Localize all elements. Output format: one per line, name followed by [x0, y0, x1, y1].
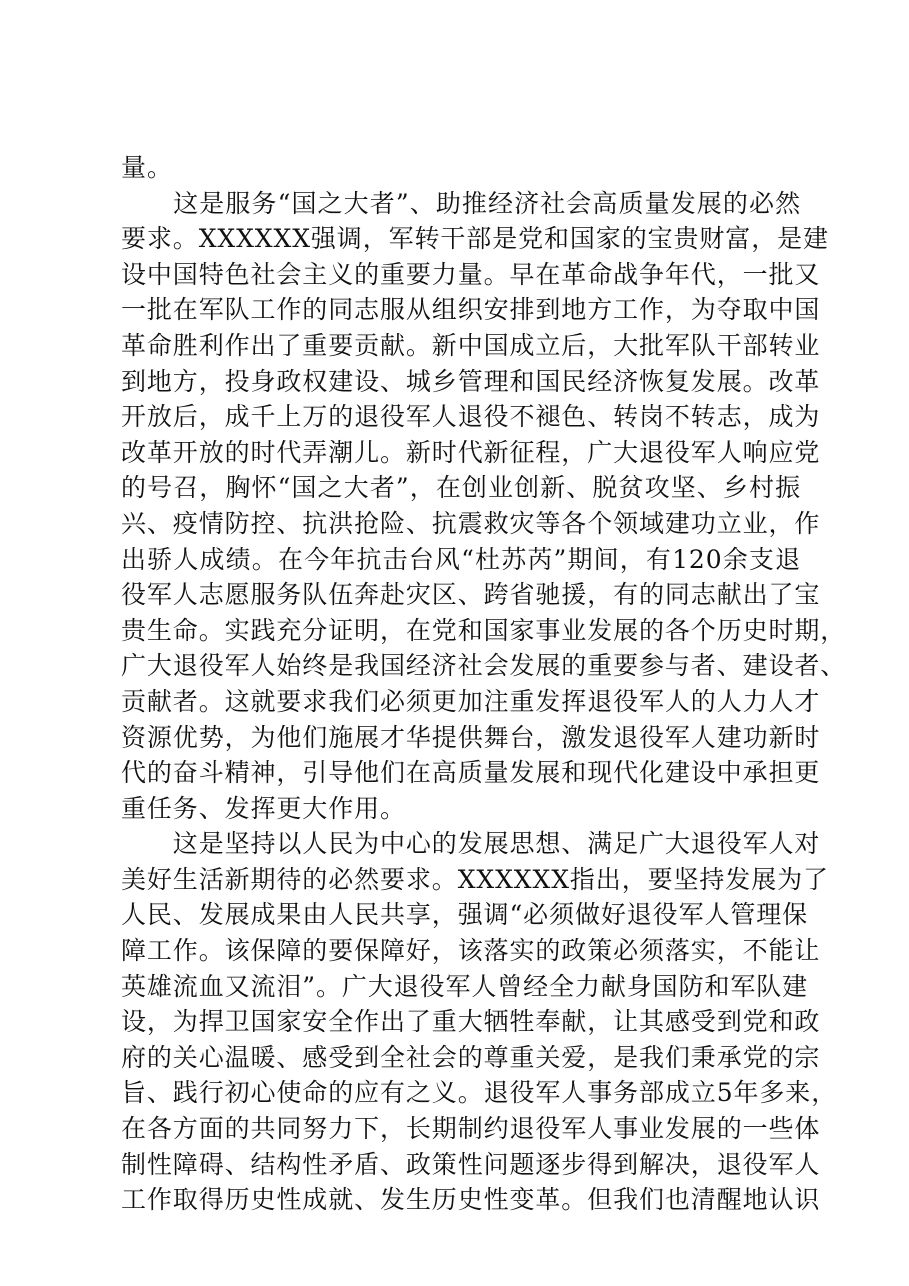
- text-line: 兴、疫情防控、抗洪抢险、抗震救灾等各个领域建功立业，作: [121, 508, 821, 538]
- text-line: 革命胜利作出了重要贡献。新中国成立后，大批军队干部转业: [121, 330, 821, 360]
- text-line: 改革开放的时代弄潮儿。新时代新征程，广大退役军人响应党: [121, 437, 821, 467]
- document-body-text: [121, 150, 847, 1218]
- text-line: 一批在军队工作的同志服从组织安排到地方工作，为夺取中国: [121, 295, 821, 325]
- text-line: 代的奋斗精神，引导他们在高质量发展和现代化建设中承担更: [121, 758, 821, 788]
- text-line: 开放后，成千上万的退役军人退役不褪色、转岗不转志，成为: [121, 402, 821, 432]
- text-line: 障工作。该保障的要保障好，该落实的政策必须落实，不能让: [121, 936, 821, 966]
- text-line: 制性障碍、结构性矛盾、政策性问题逐步得到解决，退役军人: [121, 1149, 821, 1179]
- text-line: 美好生活新期待的必然要求。XXXXXX指出，要坚持发展为了: [121, 864, 829, 894]
- text-line: 旨、践行初心使命的应有之义。退役军人事务部成立5年多来，: [121, 1078, 838, 1108]
- text-line: 这是坚持以人民为中心的发展思想、满足广大退役军人对: [121, 829, 821, 859]
- text-line: 要求。XXXXXX强调，军转干部是党和国家的宝贵财富，是建: [121, 224, 829, 254]
- text-line: 资源优势，为他们施展才华提供舞台，激发退役军人建功新时: [121, 722, 821, 752]
- text-line: 英雄流血又流泪”。广大退役军人曾经全力献身国防和军队建: [121, 971, 809, 1001]
- text-line: 这是服务“国之大者”、助推经济社会高质量发展的必然: [121, 188, 801, 218]
- text-line: 府的关心温暖、感受到全社会的尊重关爱，是我们秉承党的宗: [121, 1042, 821, 1072]
- text-line: 设，为捍卫国家安全作出了重大牺牲奉献，让其感受到党和政: [121, 1007, 821, 1037]
- text-line: 量。: [121, 153, 173, 182]
- text-line: 贵生命。实践充分证明，在党和国家事业发展的各个历史时期，: [121, 615, 847, 645]
- text-line: 在各方面的共同努力下，长期制约退役军人事业发展的一些体: [121, 1114, 821, 1144]
- text-line: 工作取得历史性成就、发生历史性变革。但我们也清醒地认识: [121, 1185, 821, 1215]
- text-line: 役军人志愿服务队伍奔赴灾区、跨省驰援，有的同志献出了宝: [121, 580, 821, 610]
- text-line: 设中国特色社会主义的重要力量。早在革命战争年代，一批又: [121, 259, 821, 289]
- text-line: 贡献者。这就要求我们必须更加注重发挥退役军人的人力人才: [121, 686, 821, 716]
- text-line: 广大退役军人始终是我国经济社会发展的重要参与者、建设者、: [121, 651, 847, 681]
- text-line: 到地方，投身政权建设、城乡管理和国民经济恢复发展。改革: [121, 366, 821, 396]
- text-line: 人民、发展成果由人民共享，强调“必须做好退役军人管理保: [121, 900, 809, 930]
- text-line: 的号召，胸怀“国之大者”，在创业创新、脱贫攻坚、乡村振: [121, 473, 801, 503]
- text-line: 出骄人成绩。在今年抗击台风“杜苏芮”期间，有120余支退: [121, 544, 801, 574]
- text-line: 重任务、发挥更大作用。: [121, 793, 406, 823]
